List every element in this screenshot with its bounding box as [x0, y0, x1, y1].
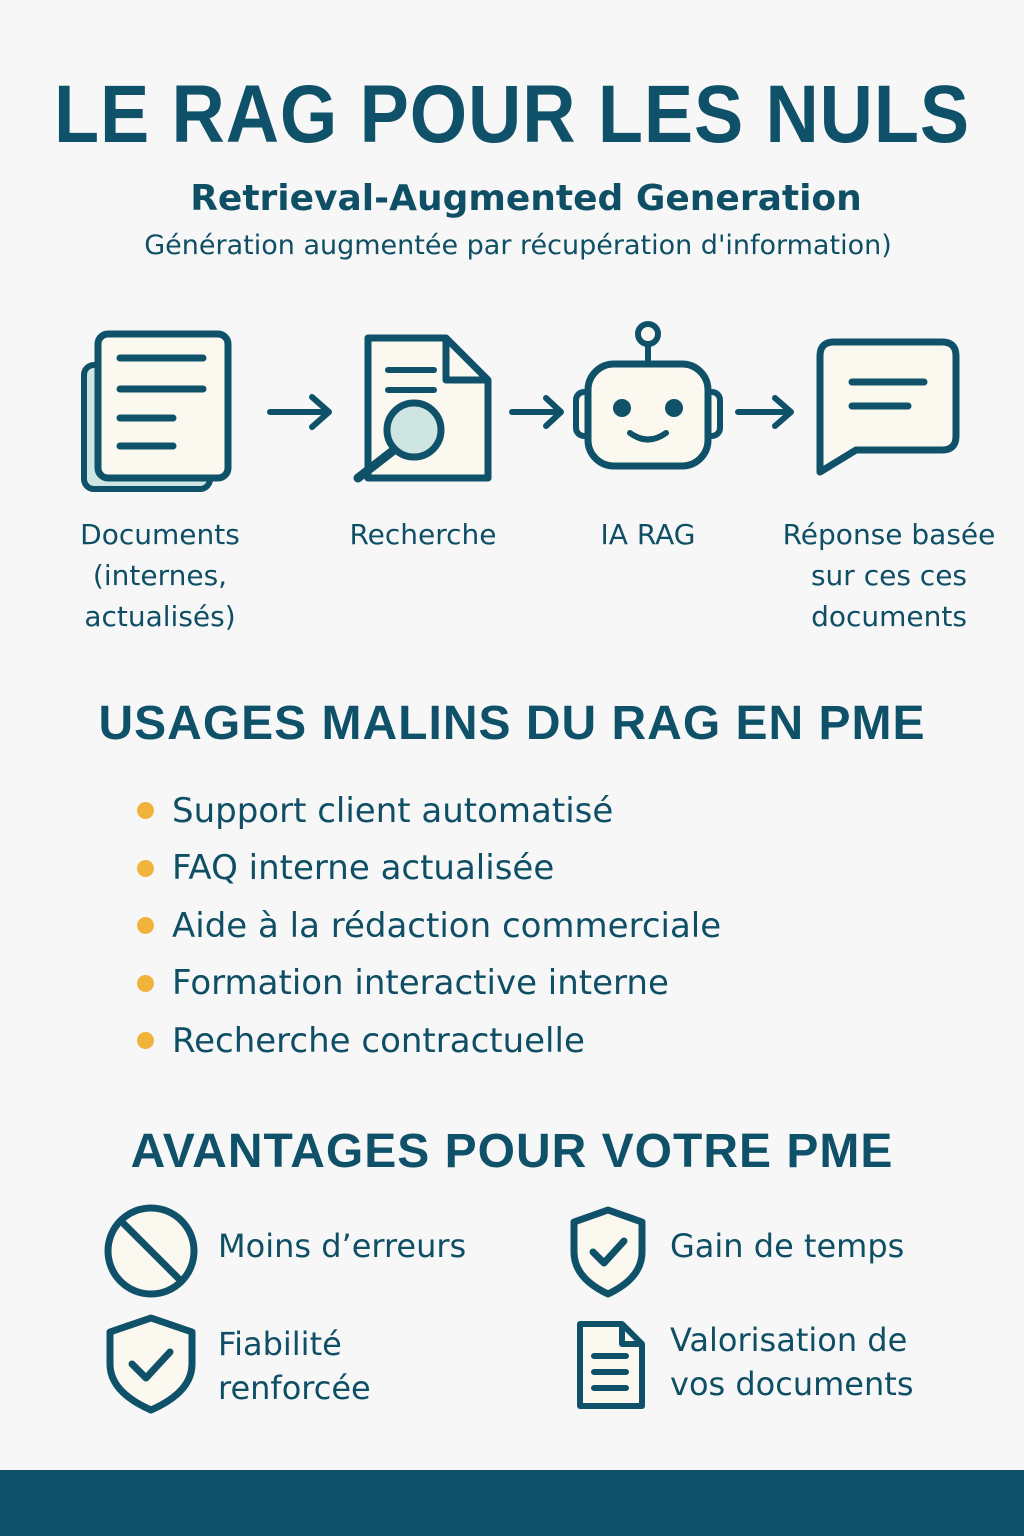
arrow-right-icon — [734, 392, 798, 432]
advantage-label-erreurs: Moins d’erreurs — [218, 1227, 467, 1265]
page-title: LE RAG POUR LES NULS — [54, 69, 970, 160]
advantage-label-temps: Gain de temps — [670, 1227, 905, 1265]
step-label-ia-rag: IA RAG — [600, 518, 696, 551]
documents-icon — [78, 328, 238, 498]
list-item: Support client automatisé — [137, 782, 721, 840]
list-item: Aide à la rédaction commerciale — [137, 897, 721, 955]
shield-check-icon — [566, 1204, 650, 1300]
page-subtitle: Retrieval-Augmented Generation — [190, 178, 862, 219]
advantages-title: AVANTAGES POUR VOTRE PME — [130, 1125, 894, 1178]
bullet-dot — [137, 975, 154, 992]
arrow-right-icon — [508, 392, 568, 432]
list-item: Recherche contractuelle — [137, 1012, 721, 1070]
step-label-documents: Documents (internes, actualisés) — [80, 518, 240, 633]
usages-title: USAGES MALINS DU RAG EN PME — [98, 697, 926, 750]
advantage-label-valorisation: Valorisation de vos documents — [670, 1321, 914, 1403]
bullet-dot — [137, 802, 154, 819]
prohibited-icon — [102, 1202, 200, 1300]
step-label-reponse: Réponse basée sur ces ces documents — [782, 518, 996, 633]
usages-list — [137, 782, 721, 1070]
chat-bubble-icon — [810, 336, 964, 478]
search-document-icon — [348, 328, 498, 488]
document-icon — [572, 1318, 648, 1412]
list-item: Formation interactive interne — [137, 955, 721, 1013]
footer-bar — [0, 1470, 1024, 1536]
arrow-right-icon — [266, 392, 336, 432]
bullet-dot — [137, 917, 154, 934]
bullet-dot — [137, 1032, 154, 1049]
shield-check-icon — [102, 1312, 200, 1416]
advantage-label-fiabilite: Fiabilité renforcée — [218, 1325, 371, 1407]
bullet-dot — [137, 860, 154, 877]
list-item: FAQ interne actualisée — [137, 840, 721, 898]
robot-icon — [570, 320, 726, 476]
page-subtitle-translation: Génération augmentée par récupération d'information) — [144, 230, 892, 261]
step-label-recherche: Recherche — [349, 518, 497, 551]
